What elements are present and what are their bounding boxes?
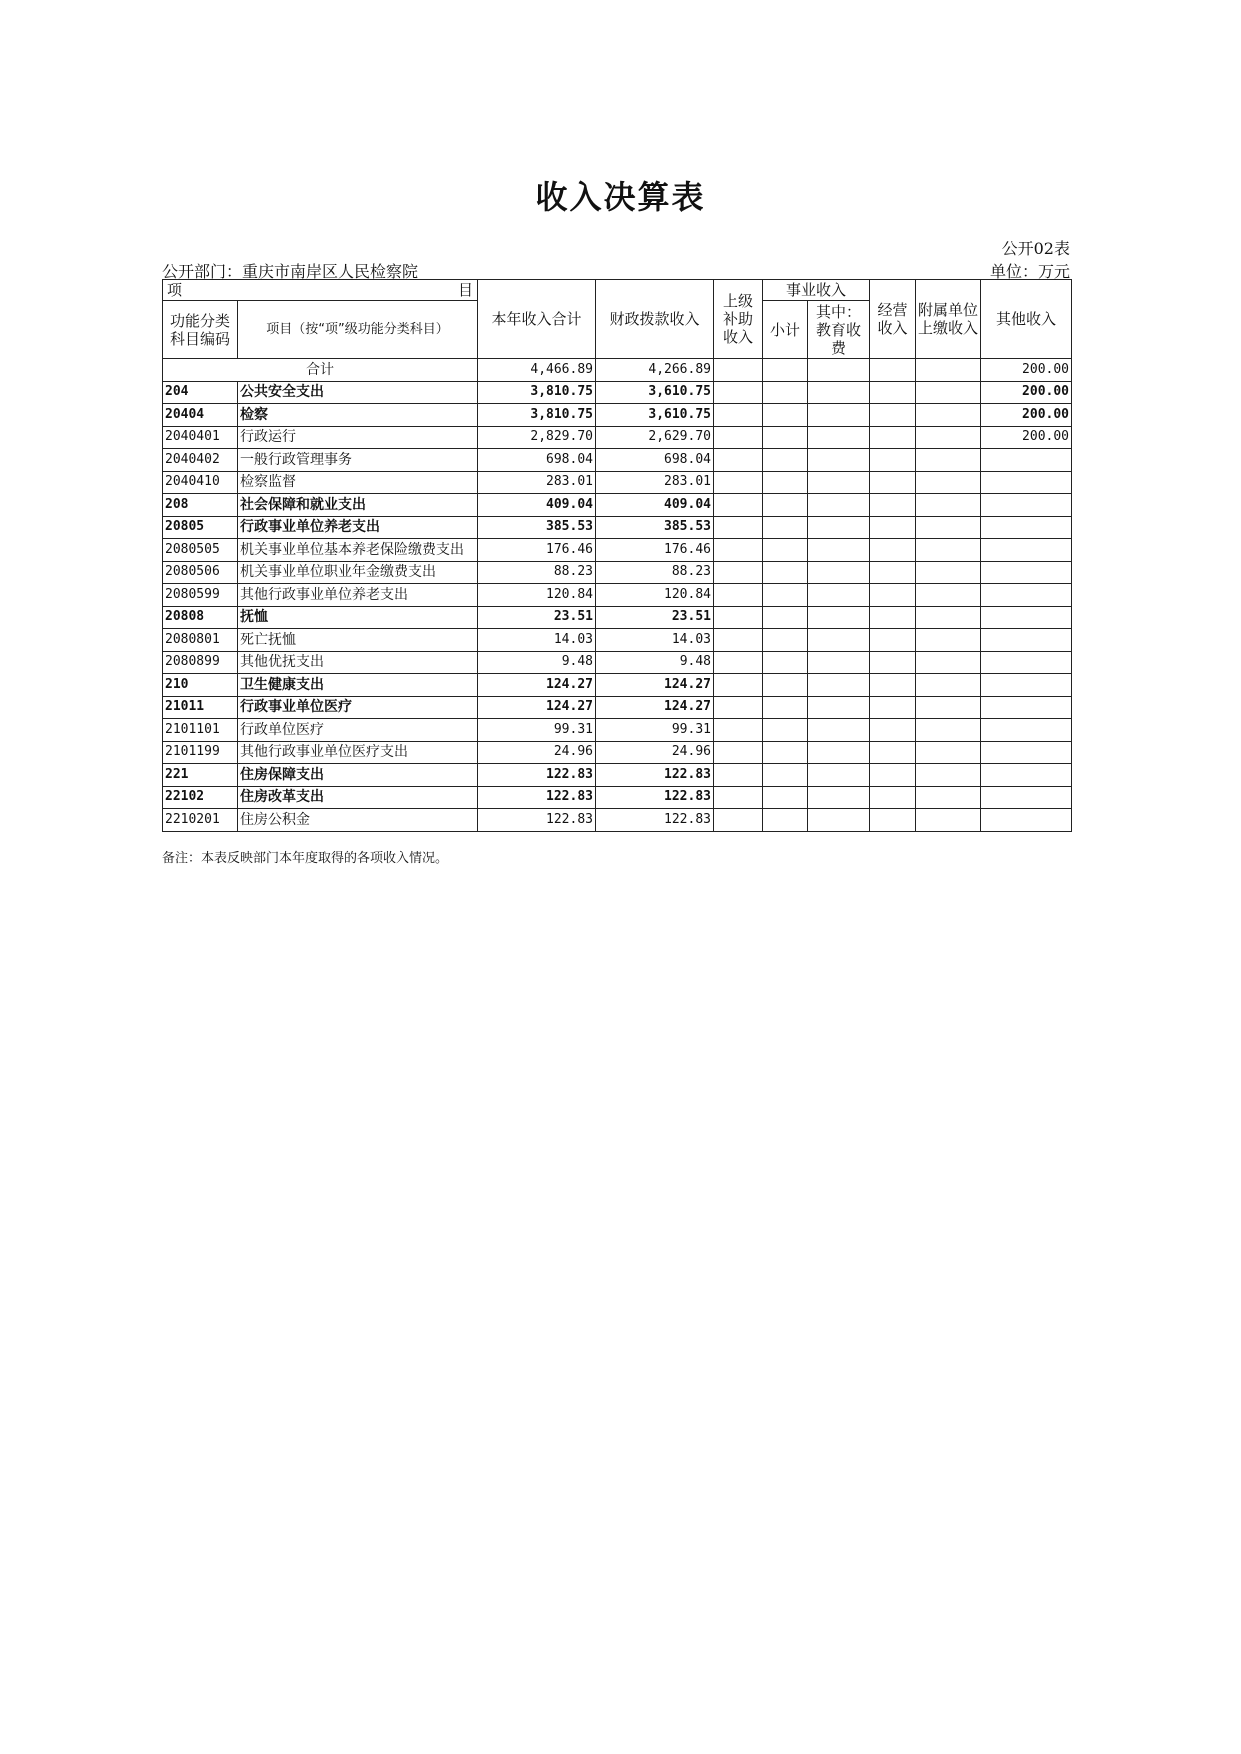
row-code: 2040410	[163, 471, 238, 494]
item-header-left: 项	[167, 281, 183, 299]
row-subtotal	[763, 426, 808, 449]
item-header	[163, 280, 478, 301]
row-operating	[870, 696, 916, 719]
row-name: 一般行政管理事务	[238, 449, 478, 472]
table-row	[163, 449, 1072, 472]
row-name: 检察监督	[238, 471, 478, 494]
row-code: 2080599	[163, 584, 238, 607]
row-affiliated	[916, 809, 981, 832]
row-name: 抚恤	[238, 606, 478, 629]
row-fiscal: 23.51	[596, 606, 714, 629]
footnote: 备注：本表反映部门本年度取得的各项收入情况。	[162, 851, 449, 866]
row-other	[981, 651, 1072, 674]
row-subtotal	[763, 764, 808, 787]
row-superior	[714, 764, 763, 787]
row-total: 176.46	[478, 539, 596, 562]
row-fiscal: 14.03	[596, 629, 714, 652]
row-affiliated	[916, 696, 981, 719]
row-superior	[714, 449, 763, 472]
page-title: 收入决算表	[535, 178, 706, 216]
row-fiscal: 24.96	[596, 741, 714, 764]
row-total: 23.51	[478, 606, 596, 629]
row-subtotal	[763, 404, 808, 427]
col-total-income: 本年收入合计	[478, 280, 596, 359]
row-code: 221	[163, 764, 238, 787]
row-education	[808, 561, 870, 584]
table-row	[163, 404, 1072, 427]
row-fiscal: 409.04	[596, 494, 714, 517]
col-fiscal: 财政拨款收入	[596, 280, 714, 359]
row-code: 210	[163, 674, 238, 697]
col-operating: 经营收入	[870, 280, 916, 359]
row-code: 2080505	[163, 539, 238, 562]
row-name: 住房改革支出	[238, 786, 478, 809]
row-total: 122.83	[478, 764, 596, 787]
row-affiliated	[916, 471, 981, 494]
row-fiscal: 122.83	[596, 809, 714, 832]
row-subtotal	[763, 809, 808, 832]
row-education	[808, 651, 870, 674]
row-other	[981, 629, 1072, 652]
row-operating	[870, 741, 916, 764]
row-operating	[870, 494, 916, 517]
row-education	[808, 426, 870, 449]
row-fiscal: 3,610.75	[596, 404, 714, 427]
row-total: 409.04	[478, 494, 596, 517]
total-label: 合计	[163, 359, 478, 382]
row-superior	[714, 719, 763, 742]
row-total: 99.31	[478, 719, 596, 742]
row-total: 120.84	[478, 584, 596, 607]
row-code: 2080899	[163, 651, 238, 674]
row-other	[981, 741, 1072, 764]
row-superior	[714, 381, 763, 404]
row-other	[981, 764, 1072, 787]
row-operating	[870, 516, 916, 539]
row-name: 卫生健康支出	[238, 674, 478, 697]
table-row	[163, 629, 1072, 652]
row-education	[808, 381, 870, 404]
row-total: 698.04	[478, 449, 596, 472]
row-superior	[714, 786, 763, 809]
row-name: 死亡抚恤	[238, 629, 478, 652]
row-subtotal	[763, 449, 808, 472]
row-operating	[870, 471, 916, 494]
row-superior	[714, 494, 763, 517]
col-name: 项目（按“项”级功能分类科目）	[238, 301, 478, 359]
table-row	[163, 741, 1072, 764]
row-affiliated	[916, 741, 981, 764]
row-education	[808, 674, 870, 697]
table-row	[163, 516, 1072, 539]
row-education	[808, 584, 870, 607]
row-other	[981, 471, 1072, 494]
total-income-value: 4,466.89	[478, 359, 596, 382]
row-total: 24.96	[478, 741, 596, 764]
row-superior	[714, 516, 763, 539]
row-name: 其他优抚支出	[238, 651, 478, 674]
row-operating	[870, 404, 916, 427]
row-name: 行政事业单位养老支出	[238, 516, 478, 539]
row-other	[981, 696, 1072, 719]
row-code: 21011	[163, 696, 238, 719]
row-subtotal	[763, 494, 808, 517]
row-name: 社会保障和就业支出	[238, 494, 478, 517]
row-name: 行政单位医疗	[238, 719, 478, 742]
col-education-fee: 其中：教育收费	[808, 301, 870, 359]
row-operating	[870, 674, 916, 697]
table-row	[163, 561, 1072, 584]
row-subtotal	[763, 381, 808, 404]
row-affiliated	[916, 786, 981, 809]
row-total: 14.03	[478, 629, 596, 652]
table-row	[163, 696, 1072, 719]
row-superior	[714, 561, 763, 584]
row-fiscal: 99.31	[596, 719, 714, 742]
row-education	[808, 449, 870, 472]
row-superior	[714, 651, 763, 674]
row-other: 200.00	[981, 381, 1072, 404]
row-other	[981, 584, 1072, 607]
row-affiliated	[916, 539, 981, 562]
row-affiliated	[916, 516, 981, 539]
row-total: 122.83	[478, 786, 596, 809]
table-row	[163, 786, 1072, 809]
row-code: 20805	[163, 516, 238, 539]
row-name: 住房公积金	[238, 809, 478, 832]
row-superior	[714, 809, 763, 832]
table-row	[163, 719, 1072, 742]
row-code: 2040402	[163, 449, 238, 472]
table-row	[163, 809, 1072, 832]
row-operating	[870, 449, 916, 472]
row-name: 住房保障支出	[238, 764, 478, 787]
row-operating	[870, 426, 916, 449]
total-fiscal-value: 4,266.89	[596, 359, 714, 382]
row-fiscal: 385.53	[596, 516, 714, 539]
row-operating	[870, 539, 916, 562]
row-superior	[714, 606, 763, 629]
row-education	[808, 516, 870, 539]
row-other	[981, 719, 1072, 742]
row-code: 208	[163, 494, 238, 517]
row-other	[981, 606, 1072, 629]
row-total: 9.48	[478, 651, 596, 674]
row-affiliated	[916, 674, 981, 697]
row-name: 机关事业单位职业年金缴费支出	[238, 561, 478, 584]
row-subtotal	[763, 539, 808, 562]
row-affiliated	[916, 494, 981, 517]
row-operating	[870, 651, 916, 674]
col-code: 功能分类科目编码	[163, 301, 238, 359]
row-other	[981, 561, 1072, 584]
row-operating	[870, 629, 916, 652]
table-row	[163, 494, 1072, 517]
row-subtotal	[763, 674, 808, 697]
row-education	[808, 809, 870, 832]
row-code: 2080801	[163, 629, 238, 652]
row-total: 124.27	[478, 696, 596, 719]
row-code: 2210201	[163, 809, 238, 832]
row-total: 88.23	[478, 561, 596, 584]
row-subtotal	[763, 719, 808, 742]
row-affiliated	[916, 426, 981, 449]
row-affiliated	[916, 561, 981, 584]
row-name: 检察	[238, 404, 478, 427]
row-superior	[714, 741, 763, 764]
row-fiscal: 120.84	[596, 584, 714, 607]
row-code: 2101199	[163, 741, 238, 764]
row-other	[981, 539, 1072, 562]
row-affiliated	[916, 629, 981, 652]
row-subtotal	[763, 629, 808, 652]
table-row	[163, 674, 1072, 697]
row-total: 2,829.70	[478, 426, 596, 449]
row-other	[981, 494, 1072, 517]
form-code: 公开02表	[1001, 239, 1070, 258]
row-other	[981, 449, 1072, 472]
row-fiscal: 124.27	[596, 674, 714, 697]
row-affiliated	[916, 449, 981, 472]
row-operating	[870, 764, 916, 787]
row-operating	[870, 809, 916, 832]
row-education	[808, 741, 870, 764]
row-subtotal	[763, 741, 808, 764]
row-affiliated	[916, 719, 981, 742]
row-name: 公共安全支出	[238, 381, 478, 404]
row-affiliated	[916, 651, 981, 674]
row-fiscal: 176.46	[596, 539, 714, 562]
row-other	[981, 809, 1072, 832]
item-header-right: 目	[457, 281, 473, 299]
col-subtotal: 小计	[763, 301, 808, 359]
table-row	[163, 426, 1072, 449]
row-subtotal	[763, 696, 808, 719]
row-superior	[714, 584, 763, 607]
col-business-income: 事业收入	[763, 280, 870, 301]
col-superior-subsidy: 上级补助收入	[714, 280, 763, 359]
row-fiscal: 122.83	[596, 786, 714, 809]
row-education	[808, 471, 870, 494]
row-education	[808, 764, 870, 787]
row-operating	[870, 786, 916, 809]
row-subtotal	[763, 471, 808, 494]
row-code: 2040401	[163, 426, 238, 449]
row-name: 其他行政事业单位医疗支出	[238, 741, 478, 764]
table-row	[163, 471, 1072, 494]
row-fiscal: 2,629.70	[596, 426, 714, 449]
row-total: 122.83	[478, 809, 596, 832]
row-operating	[870, 584, 916, 607]
row-fiscal: 124.27	[596, 696, 714, 719]
table-row	[163, 651, 1072, 674]
row-subtotal	[763, 786, 808, 809]
row-total: 3,810.75	[478, 404, 596, 427]
row-subtotal	[763, 516, 808, 539]
table-row	[163, 584, 1072, 607]
row-fiscal: 122.83	[596, 764, 714, 787]
table-row	[163, 381, 1072, 404]
row-subtotal	[763, 561, 808, 584]
row-fiscal: 283.01	[596, 471, 714, 494]
row-code: 2101101	[163, 719, 238, 742]
table-row	[163, 539, 1072, 562]
row-subtotal	[763, 651, 808, 674]
row-code: 204	[163, 381, 238, 404]
total-other-value: 200.00	[981, 359, 1072, 382]
col-affiliated: 附属单位上缴收入	[916, 280, 981, 359]
row-other: 200.00	[981, 426, 1072, 449]
row-superior	[714, 426, 763, 449]
row-affiliated	[916, 381, 981, 404]
row-code: 20808	[163, 606, 238, 629]
row-education	[808, 719, 870, 742]
row-affiliated	[916, 584, 981, 607]
row-total: 124.27	[478, 674, 596, 697]
row-name: 其他行政事业单位养老支出	[238, 584, 478, 607]
income-table	[162, 279, 1072, 832]
row-operating	[870, 606, 916, 629]
row-fiscal: 698.04	[596, 449, 714, 472]
row-other	[981, 674, 1072, 697]
row-subtotal	[763, 584, 808, 607]
row-code: 20404	[163, 404, 238, 427]
row-operating	[870, 381, 916, 404]
row-superior	[714, 629, 763, 652]
row-code: 22102	[163, 786, 238, 809]
row-operating	[870, 719, 916, 742]
row-education	[808, 696, 870, 719]
row-total: 385.53	[478, 516, 596, 539]
row-total: 283.01	[478, 471, 596, 494]
row-other: 200.00	[981, 404, 1072, 427]
row-other	[981, 786, 1072, 809]
row-subtotal	[763, 606, 808, 629]
row-fiscal: 88.23	[596, 561, 714, 584]
row-education	[808, 629, 870, 652]
row-total: 3,810.75	[478, 381, 596, 404]
row-name: 行政运行	[238, 426, 478, 449]
row-superior	[714, 404, 763, 427]
row-education	[808, 494, 870, 517]
row-superior	[714, 471, 763, 494]
row-other	[981, 516, 1072, 539]
row-code: 2080506	[163, 561, 238, 584]
row-education	[808, 606, 870, 629]
row-education	[808, 404, 870, 427]
row-operating	[870, 561, 916, 584]
row-fiscal: 3,610.75	[596, 381, 714, 404]
row-superior	[714, 674, 763, 697]
table-row	[163, 764, 1072, 787]
col-other: 其他收入	[981, 280, 1072, 359]
row-affiliated	[916, 764, 981, 787]
unit-label: 单位：万元	[989, 262, 1070, 281]
row-education	[808, 539, 870, 562]
row-affiliated	[916, 404, 981, 427]
department-label: 公开部门：重庆市南岸区人民检察院	[162, 262, 419, 281]
total-row	[163, 359, 1072, 382]
row-affiliated	[916, 606, 981, 629]
table-row	[163, 606, 1072, 629]
row-name: 机关事业单位基本养老保险缴费支出	[238, 539, 478, 562]
row-name: 行政事业单位医疗	[238, 696, 478, 719]
row-superior	[714, 696, 763, 719]
row-fiscal: 9.48	[596, 651, 714, 674]
row-education	[808, 786, 870, 809]
row-superior	[714, 539, 763, 562]
